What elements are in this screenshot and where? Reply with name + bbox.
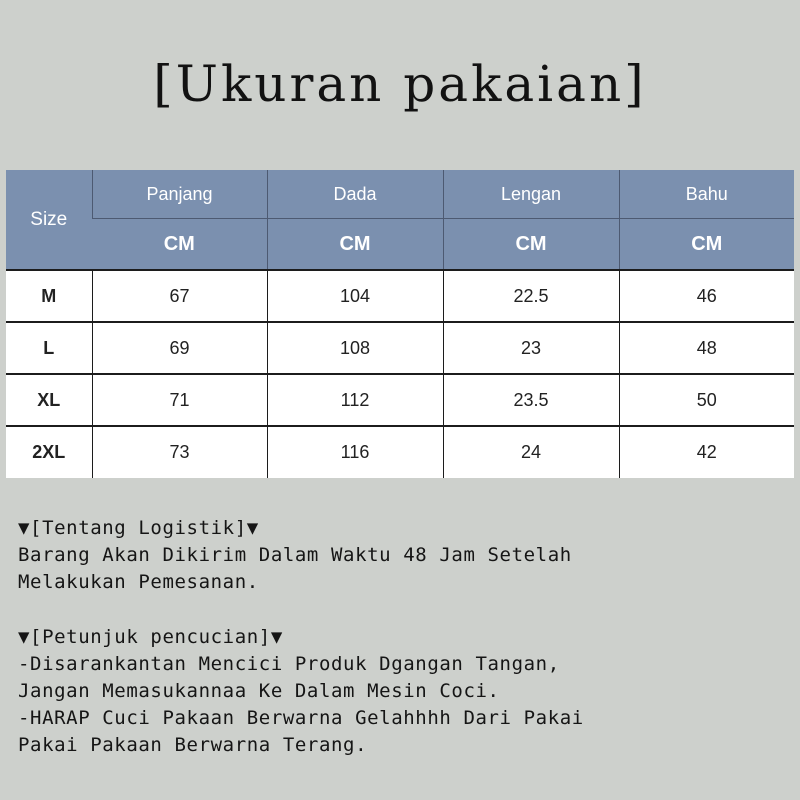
table-row bbox=[6, 270, 794, 322]
table-cell: 67 bbox=[92, 270, 267, 322]
unit-panjang: CM bbox=[92, 219, 267, 271]
table-cell: 24 bbox=[443, 426, 619, 478]
table-row bbox=[6, 374, 794, 426]
size-label: XL bbox=[6, 374, 92, 426]
size-label: 2XL bbox=[6, 426, 92, 478]
column-header-dada: Dada bbox=[267, 170, 443, 219]
table-cell: 108 bbox=[267, 322, 443, 374]
size-label: L bbox=[6, 322, 92, 374]
table-cell: 73 bbox=[92, 426, 267, 478]
washing-text-line: -HARAP Cuci Pakaan Berwarna Gelahhhh Dari Pakai bbox=[18, 707, 584, 729]
unit-dada: CM bbox=[267, 219, 443, 271]
table-row bbox=[6, 322, 794, 374]
table-cell: 46 bbox=[619, 270, 794, 322]
column-header-bahu: Bahu bbox=[619, 170, 794, 219]
logistics-section bbox=[18, 515, 788, 596]
table-cell: 116 bbox=[267, 426, 443, 478]
table-cell: 42 bbox=[619, 426, 794, 478]
table-cell: 50 bbox=[619, 374, 794, 426]
washing-section bbox=[18, 624, 788, 759]
table-cell: 22.5 bbox=[443, 270, 619, 322]
unit-lengan: CM bbox=[443, 219, 619, 271]
washing-text-line: -Disarankantan Mencici Produk Dgangan Tangan, bbox=[18, 653, 560, 675]
table-cell: 69 bbox=[92, 322, 267, 374]
logistics-text-line: Barang Akan Dikirim Dalam Waktu 48 Jam Setelah bbox=[18, 544, 572, 566]
table-cell: 112 bbox=[267, 374, 443, 426]
washing-text-line: Jangan Memasukannaa Ke Dalam Mesin Coci. bbox=[18, 680, 500, 702]
table-cell: 104 bbox=[267, 270, 443, 322]
unit-bahu: CM bbox=[619, 219, 794, 271]
table-unit-row bbox=[6, 219, 794, 271]
table-row bbox=[6, 426, 794, 478]
table-cell: 48 bbox=[619, 322, 794, 374]
washing-text-line: Pakai Pakaan Berwarna Terang. bbox=[18, 734, 368, 756]
size-label: M bbox=[6, 270, 92, 322]
washing-heading: ▼[Petunjuk pencucian]▼ bbox=[18, 626, 283, 648]
size-column-header: Size bbox=[6, 170, 92, 270]
table-cell: 23 bbox=[443, 322, 619, 374]
size-chart-table bbox=[6, 170, 794, 478]
logistics-text-line: Melakukan Pemesanan. bbox=[18, 571, 259, 593]
column-header-lengan: Lengan bbox=[443, 170, 619, 219]
table-cell: 23.5 bbox=[443, 374, 619, 426]
page-title: [Ukuran pakaian] bbox=[153, 55, 647, 113]
table-header-row bbox=[6, 170, 794, 219]
table-cell: 71 bbox=[92, 374, 267, 426]
column-header-panjang: Panjang bbox=[92, 170, 267, 219]
logistics-heading: ▼[Tentang Logistik]▼ bbox=[18, 517, 259, 539]
